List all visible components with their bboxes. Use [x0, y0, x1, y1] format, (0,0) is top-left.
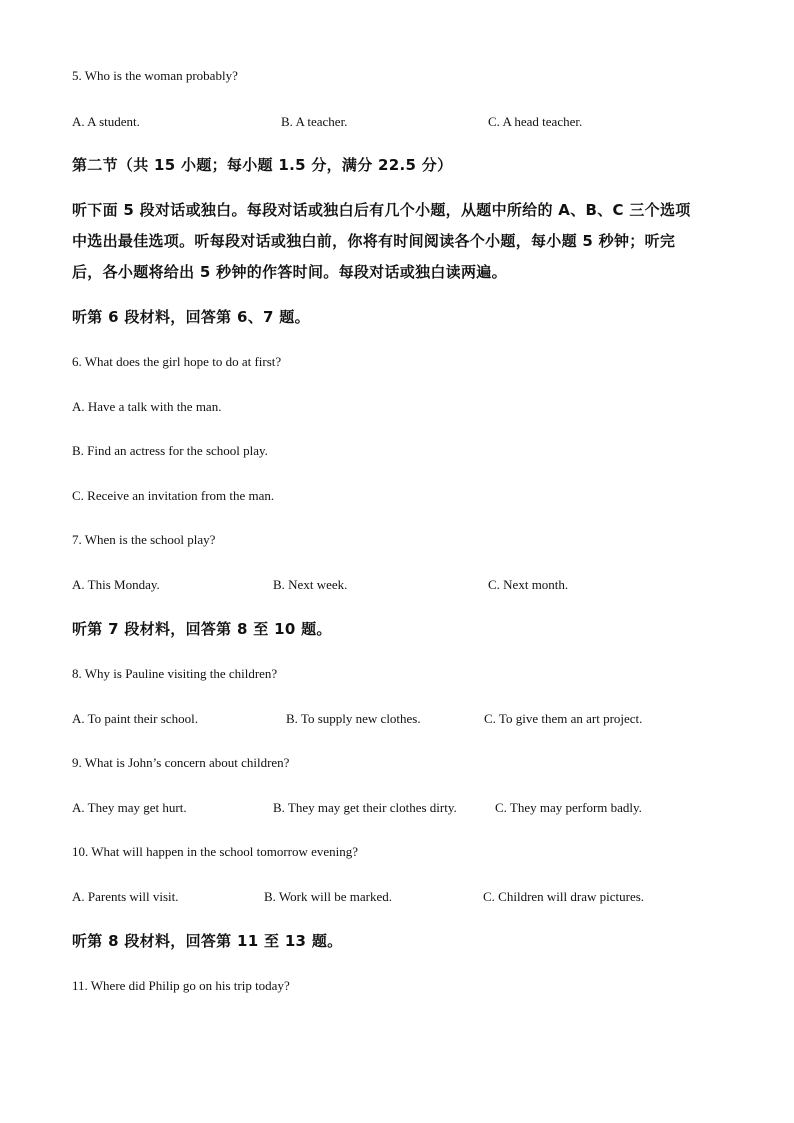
q5-option-a: A. A student. [72, 114, 140, 129]
q10-option-b: B. Work will be marked. [264, 889, 392, 904]
instructions-line-3: 后，各小题将给出 5 秒钟的作答时间。每段对话或独白读两遍。 [72, 263, 507, 281]
material-8-heading: 听第 8 段材料，回答第 11 至 13 题。 [72, 932, 343, 950]
question-5: 5. Who is the woman probably? [72, 68, 238, 83]
q8-option-b: B. To supply new clothes. [286, 711, 421, 726]
q9-option-c: C. They may perform badly. [495, 800, 642, 815]
q5-option-b: B. A teacher. [281, 114, 348, 129]
q10-option-a: A. Parents will visit. [72, 889, 179, 904]
q7-option-c: C. Next month. [488, 577, 569, 592]
question-11: 11. Where did Philip go on his trip today? [72, 978, 290, 993]
instructions-line-2: 中选出最佳选项。听每段对话或独白前，你将有时间阅读各个小题，每小题 5 秒钟；听完 [72, 232, 676, 250]
material-6-heading: 听第 6 段材料，回答第 6、7 题。 [72, 308, 310, 326]
question-10: 10. What will happen in the school tomorrow evening? [72, 844, 359, 859]
q9-option-a: A. They may get hurt. [72, 800, 187, 815]
q6-option-c: C. Receive an invitation from the man. [72, 488, 275, 503]
question-9: 9. What is John’s concern about children? [72, 755, 290, 770]
q9-option-b: B. They may get their clothes dirty. [273, 800, 457, 815]
section-2-heading: 第二节（共 15 小题；每小题 1.5 分，满分 22.5 分） [72, 156, 453, 174]
q6-option-a: A. Have a talk with the man. [72, 399, 222, 414]
q7-option-a: A. This Monday. [72, 577, 160, 592]
q7-option-b: B. Next week. [273, 577, 348, 592]
question-8: 8. Why is Pauline visiting the children? [72, 666, 278, 681]
q10-option-c: C. Children will draw pictures. [483, 889, 645, 904]
q8-option-c: C. To give them an art project. [484, 711, 643, 726]
instructions-line-1: 听下面 5 段对话或独白。每段对话或独白后有几个小题，从题中所给的 A、B、C 三个选项 [72, 201, 691, 219]
q5-option-c: C. A head teacher. [488, 114, 583, 129]
q8-option-a: A. To paint their school. [72, 711, 198, 726]
material-7-heading: 听第 7 段材料，回答第 8 至 10 题。 [72, 620, 332, 638]
question-6: 6. What does the girl hope to do at first? [72, 354, 282, 369]
question-7: 7. When is the school play? [72, 532, 216, 547]
q6-option-b: B. Find an actress for the school play. [72, 443, 268, 458]
